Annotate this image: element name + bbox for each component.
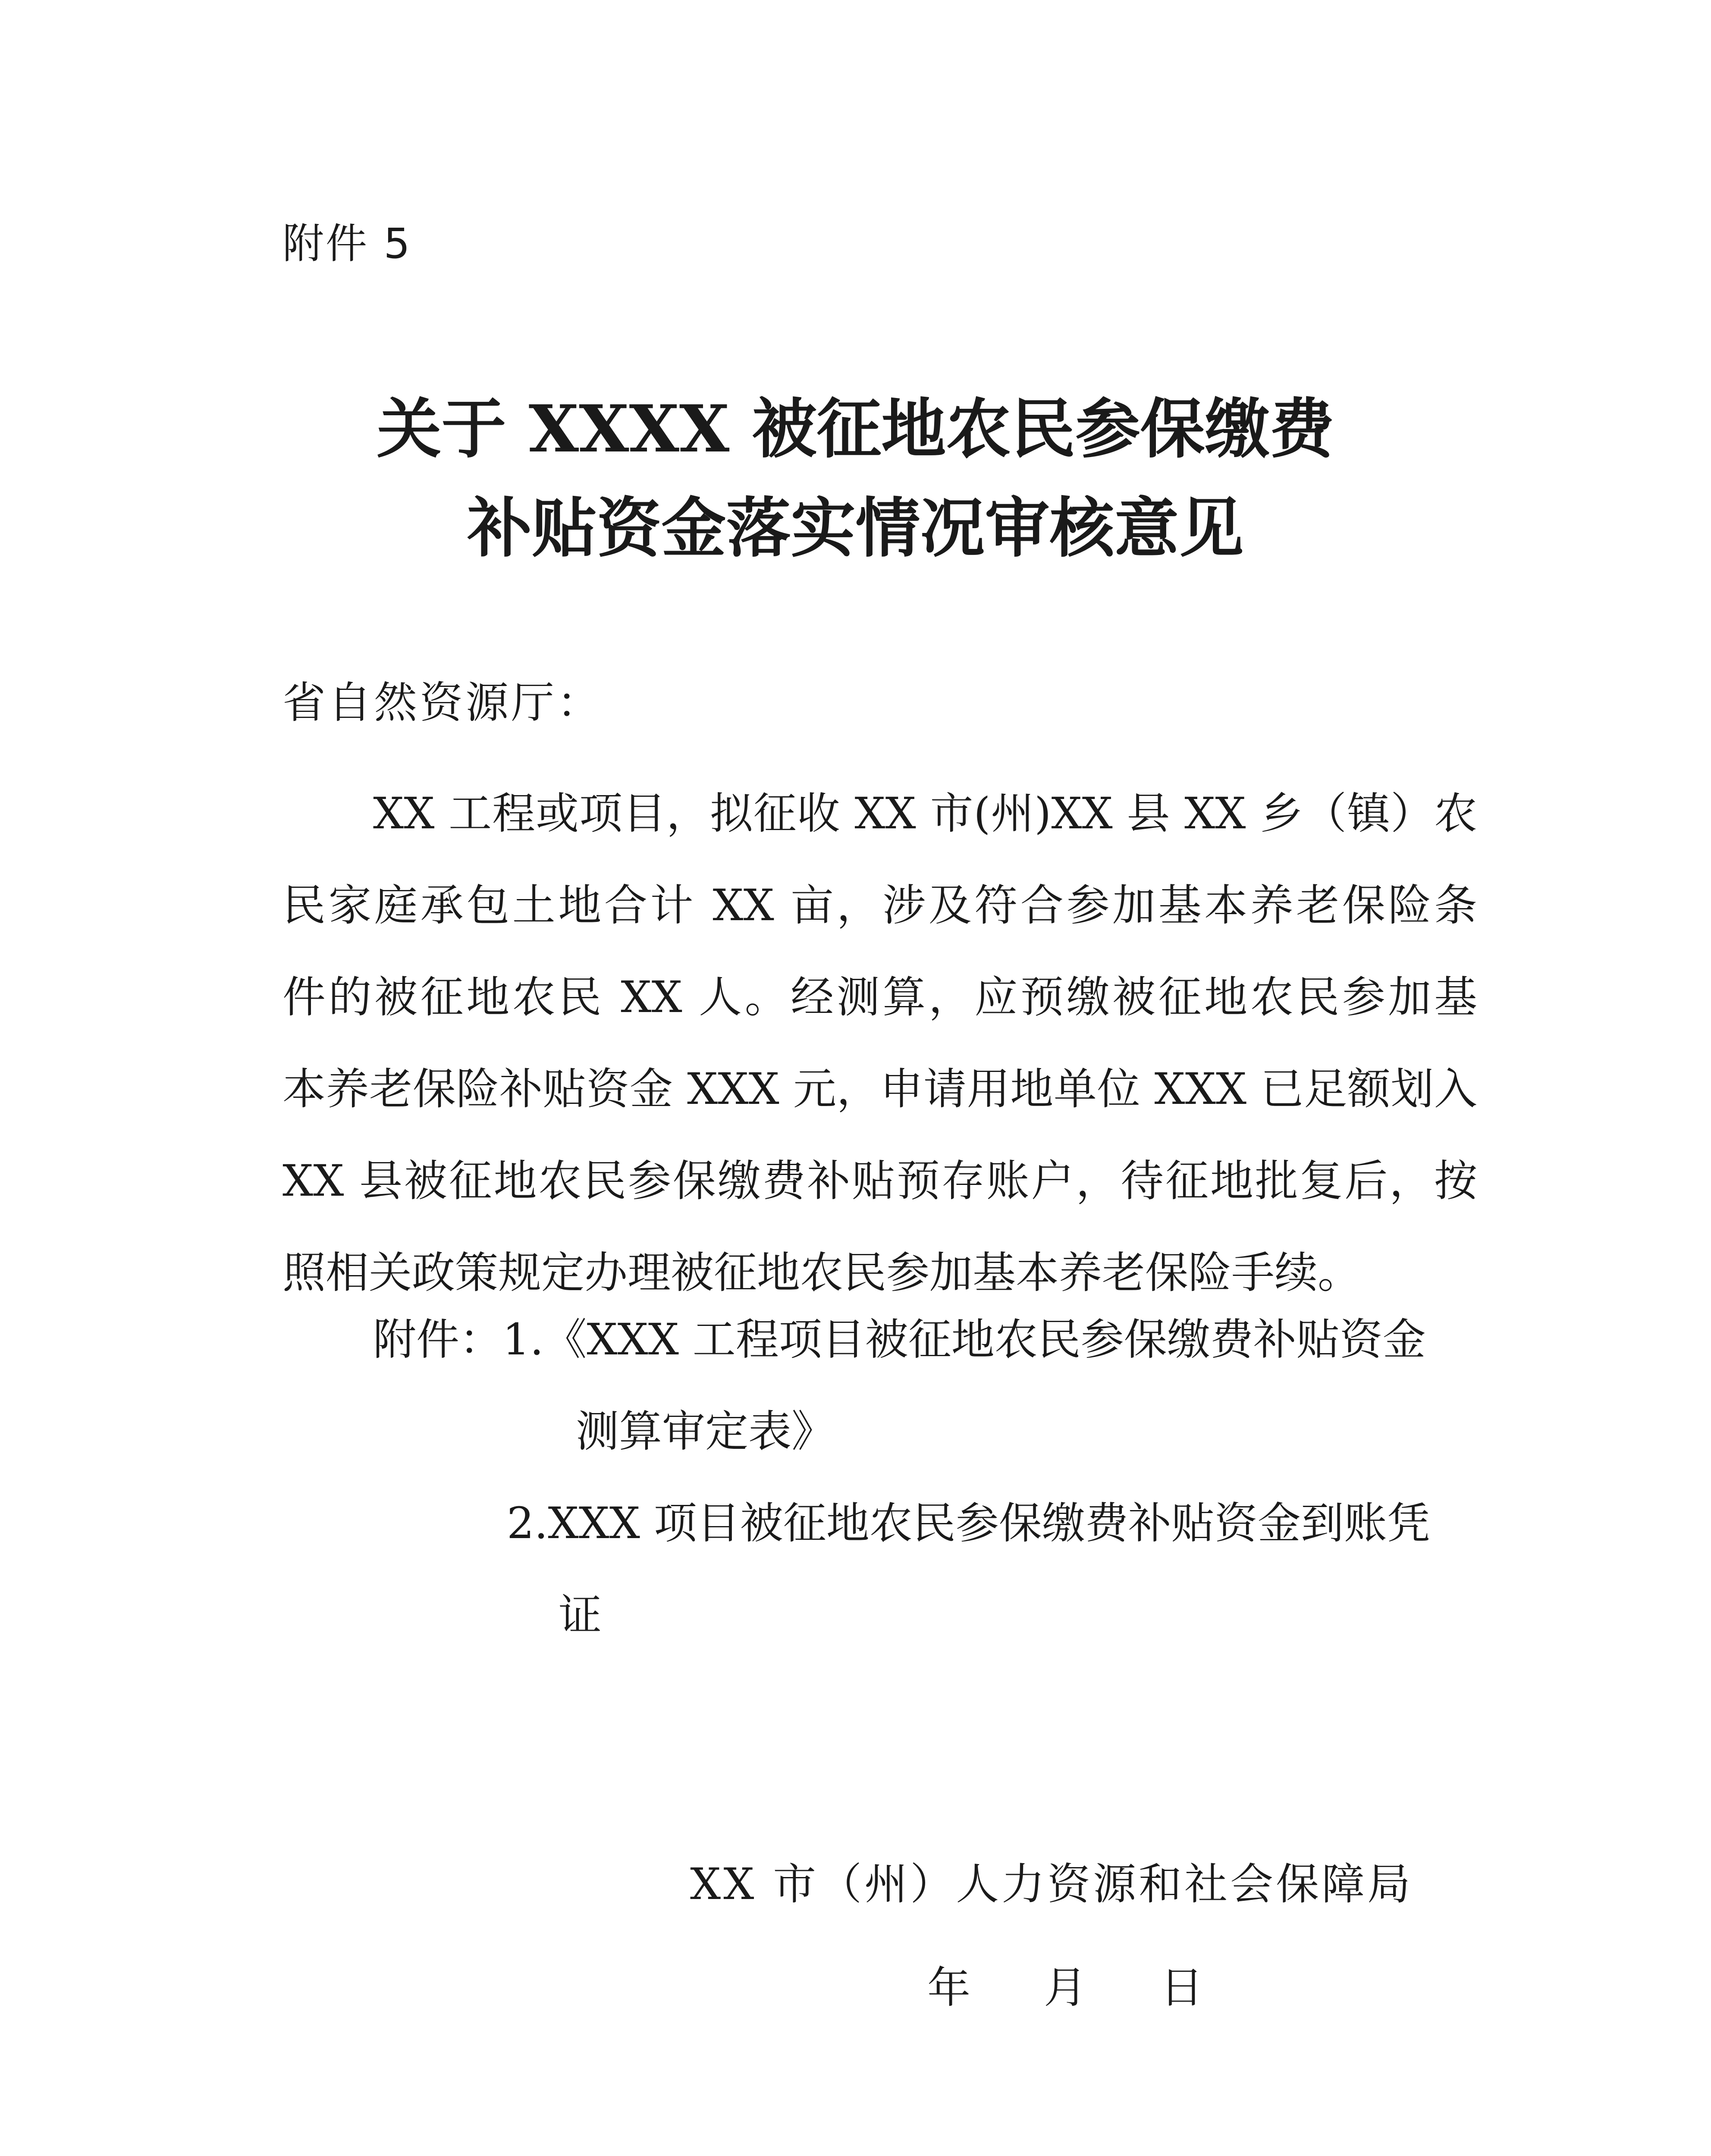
body-line: XX 工程或项目，拟征收 XX 市(州)XX 县 XX 乡（镇）农 bbox=[373, 788, 1477, 839]
attachment-item-1-continued: 测算审定表》 bbox=[576, 1406, 835, 1457]
attachment-item-2-continued: 证 bbox=[559, 1590, 602, 1640]
body-line: 件的被征地农民 XX 人。经测算，应预缴被征地农民参加基 bbox=[283, 972, 1477, 1022]
body-line: 照相关政策规定办理被征地农民参加基本养老保险手续。 bbox=[283, 1247, 1361, 1298]
salutation: 省自然资源厅： bbox=[283, 677, 603, 728]
attachment-item-2: 2.XXX 项目被征地农民参保缴费补贴资金到账凭 bbox=[507, 1498, 1430, 1548]
body-line: 民家庭承包土地合计 XX 亩，涉及符合参加基本养老保险条 bbox=[283, 880, 1477, 931]
signature-date bbox=[927, 1958, 1277, 2018]
body-line: 本养老保险补贴资金 XXX 元，申请用地单位 XXX 已足额划入 bbox=[283, 1064, 1477, 1114]
date-day: 日 bbox=[1160, 1962, 1203, 2013]
attachment-label: 附件 5 bbox=[283, 219, 412, 268]
attachments-list bbox=[283, 1294, 1477, 1661]
date-month: 月 bbox=[1044, 1962, 1087, 2013]
attachment-item-1: 附件：1.《XXX 工程项目被征地农民参保缴费补贴资金 bbox=[373, 1314, 1426, 1365]
title-line-2: 补贴资金落实情况审核意见 bbox=[467, 490, 1244, 566]
signature-organization: XX 市（州）人力资源和社会保障局 bbox=[690, 1859, 1413, 1909]
body-line: XX 县被征地农民参保缴费补贴预存账户，待征地批复后，按 bbox=[283, 1156, 1477, 1206]
document-title bbox=[0, 379, 1711, 578]
title-line-1: 关于 XXXX 被征地农民参保缴费 bbox=[377, 391, 1334, 467]
date-year: 年 bbox=[927, 1962, 970, 2013]
body-paragraph bbox=[283, 768, 1477, 1319]
